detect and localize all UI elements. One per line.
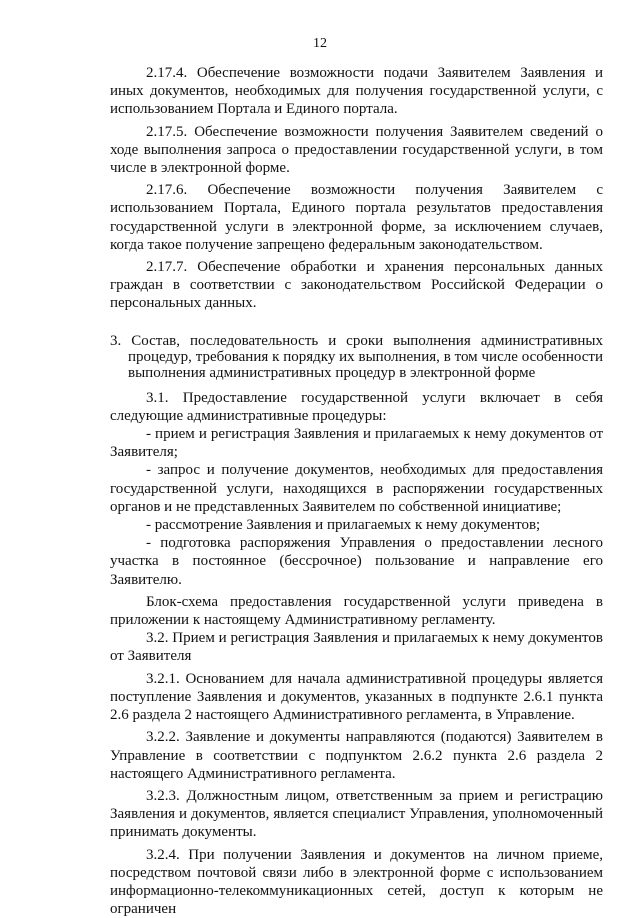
paragraph-2-17-7: 2.17.7. Обеспечение обработки и хранения персональных данных граждан в соответствии с законодательством Российской Федерации о персональных данных. bbox=[110, 259, 603, 312]
paragraph-flowchart-note: Блок-схема предоставления государственной услуги приведена в приложении к настоящему Административному регламенту. bbox=[110, 593, 603, 629]
paragraph-3-2: 3.2. Прием и регистрация Заявления и прилагаемых к нему документов от Заявителя bbox=[110, 630, 603, 665]
paragraph-3-2-1: 3.2.1. Основанием для начала административной процедуры является поступление Заявления и документов, указанных в подпункте 2.6.1 пункта 2.6 раздела 2 настоящего Административного регламента, в Управление. bbox=[110, 670, 603, 724]
paragraph-3-2-2: 3.2.2. Заявление и документы направляются (подаются) Заявителем в Управление в соответствии с подпунктом 2.6.2 пункта 2.6 раздела 2 настоящего Административного регламента. bbox=[110, 729, 603, 782]
list-item-order-preparation: - подготовка распоряжения Управления о предоставлении лесного участка в постоянное (бессрочное) пользование и направление его Заявителю. bbox=[110, 535, 603, 588]
paragraph-2-17-6: 2.17.6. Обеспечение возможности получения Заявителем с использованием Портала, Единого портала результатов предоставления государственной услуги в электронной форме, за исключением случаев, когда такое получение запрещено федеральным законодательством. bbox=[110, 182, 603, 253]
page-number: 12 bbox=[313, 36, 327, 51]
document-body bbox=[110, 64, 603, 918]
section-3-heading-line-1: 3. Состав, последовательность и сроки выполнения административных bbox=[110, 332, 603, 349]
list-item-review: - рассмотрение Заявления и прилагаемых к нему документов; bbox=[146, 517, 541, 534]
paragraph-2-17-4: 2.17.4. Обеспечение возможности подачи Заявителем Заявления и иных документов, необходимых для получения государственной услуги, с использованием Портала и Единого портала. bbox=[110, 65, 603, 118]
section-3-heading bbox=[110, 333, 603, 381]
paragraph-3-2-3: 3.2.3. Должностным лицом, ответственным за прием и регистрацию Заявления и документов, является специалист Управления, уполномоченный принимать документы. bbox=[110, 787, 603, 841]
paragraph-3-2-4: 3.2.4. При получении Заявления и документов на личном приеме, посредством почтовой связи либо в электронной форме с использованием информационно-телекоммуникационных сетей, доступ к которым не ограничен bbox=[110, 846, 603, 918]
list-item-request-documents: - запрос и получение документов, необходимых для предоставления государственной услуги, находящихся в распоряжении государственных органов и не представленных Заявителем по собственной инициативе; bbox=[110, 462, 603, 515]
list-item-reception: - прием и регистрация Заявления и прилагаемых к нему документов от Заявителя; bbox=[110, 426, 603, 461]
paragraph-3-1: 3.1. Предоставление государственной услуги включает в себя следующие административные процедуры: bbox=[110, 389, 603, 424]
paragraph-2-17-5: 2.17.5. Обеспечение возможности получения Заявителем сведений о ходе выполнения запроса о предоставлении государственной услуги, в том числе в электронной форме. bbox=[110, 123, 603, 177]
section-3-heading-continuation: процедур, требования к порядку их выполнения, в том числе особенности выполнения административных процедур в электронной форме bbox=[128, 348, 603, 381]
